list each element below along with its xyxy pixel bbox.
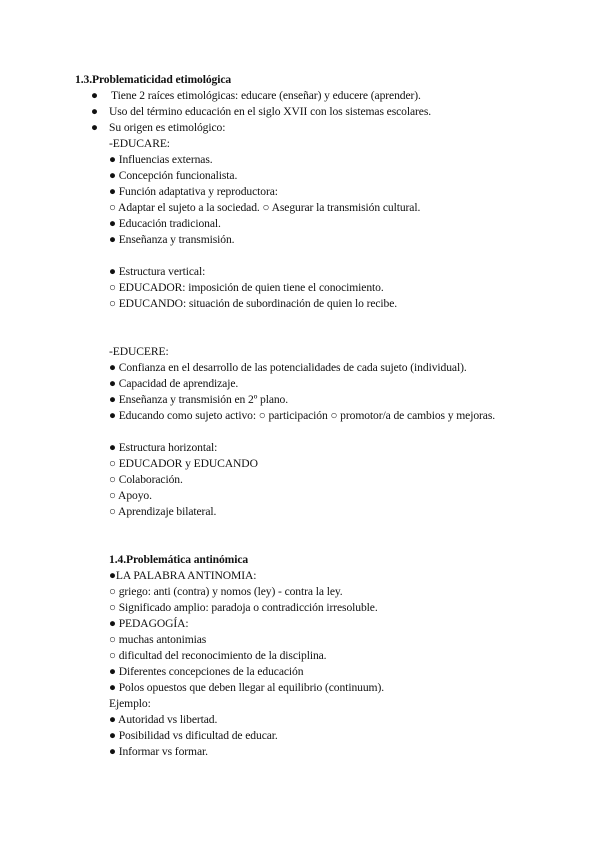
list-item: ○ muchas antonimias bbox=[109, 633, 207, 646]
educere-label: -EDUCERE: bbox=[109, 345, 169, 358]
list-item: ○ Significado amplio: paradoja o contradicción irresoluble. bbox=[109, 601, 378, 614]
list-item: ● Función adaptativa y reproductora: bbox=[109, 185, 278, 198]
list-item: ○ Adaptar el sujeto a la sociedad. ○ Asegurar la transmisión cultural. bbox=[109, 201, 421, 214]
bullet-icon: ● bbox=[91, 105, 99, 118]
bullet-icon: ● bbox=[91, 121, 99, 134]
list-item: ● Influencias externas. bbox=[109, 153, 213, 166]
list-item: Ejemplo: bbox=[109, 697, 151, 710]
list-item: ● Enseñanza y transmisión en 2º plano. bbox=[109, 393, 289, 406]
list-item: ○ EDUCANDO: situación de subordinación de quien lo recibe. bbox=[109, 297, 398, 310]
list-item: ● Informar vs formar. bbox=[109, 745, 208, 758]
section-heading-1-4: 1.4.Problemática antinómica bbox=[109, 553, 249, 566]
list-item: ● Concepción funcionalista. bbox=[109, 169, 238, 182]
list-item: ○ Colaboración. bbox=[109, 473, 183, 486]
educare-label: -EDUCARE: bbox=[109, 137, 170, 150]
list-item: ● Estructura vertical: bbox=[109, 265, 206, 278]
list-item: ● Capacidad de aprendizaje. bbox=[109, 377, 239, 390]
section-heading-1-3: 1.3.Problematicidad etimológica bbox=[75, 73, 232, 86]
list-item: ○ Apoyo. bbox=[109, 489, 152, 502]
list-item: ●LA PALABRA ANTINOMIA: bbox=[109, 569, 257, 582]
list-item: ○ EDUCADOR: imposición de quien tiene el conocimiento. bbox=[109, 281, 384, 294]
list-item: ● Autoridad vs libertad. bbox=[109, 713, 218, 726]
list-item: ● Educación tradicional. bbox=[109, 217, 221, 230]
list-item: Su origen es etimológico: bbox=[109, 121, 226, 134]
list-item: ● PEDAGOGÍA: bbox=[109, 617, 189, 630]
list-item: ○ dificultad del reconocimiento de la disciplina. bbox=[109, 649, 327, 662]
list-item: ● Polos opuestos que deben llegar al equilibrio (continuum). bbox=[109, 681, 385, 694]
list-item: Tiene 2 raíces etimológicas: educare (enseñar) y educere (aprender). bbox=[111, 89, 421, 102]
list-item: ○ Aprendizaje bilateral. bbox=[109, 505, 217, 518]
list-item: ○ EDUCADOR y EDUCANDO bbox=[109, 457, 258, 470]
list-item: ● Posibilidad vs dificultad de educar. bbox=[109, 729, 278, 742]
list-item: ● Estructura horizontal: bbox=[109, 441, 218, 454]
list-item: ● Confianza en el desarrollo de las potencialidades de cada sujeto (individual). bbox=[109, 361, 467, 374]
list-item: Uso del término educación en el siglo XVII con los sistemas escolares. bbox=[109, 105, 432, 118]
list-item: ○ griego: anti (contra) y nomos (ley) - contra la ley. bbox=[109, 585, 343, 598]
bullet-icon: ● bbox=[91, 89, 99, 102]
list-item: ● Diferentes concepciones de la educación bbox=[109, 665, 304, 678]
list-item: ● Enseñanza y transmisión. bbox=[109, 233, 235, 246]
list-item: ● Educando como sujeto activo: ○ participación ○ promotor/a de cambios y mejoras. bbox=[109, 409, 496, 422]
